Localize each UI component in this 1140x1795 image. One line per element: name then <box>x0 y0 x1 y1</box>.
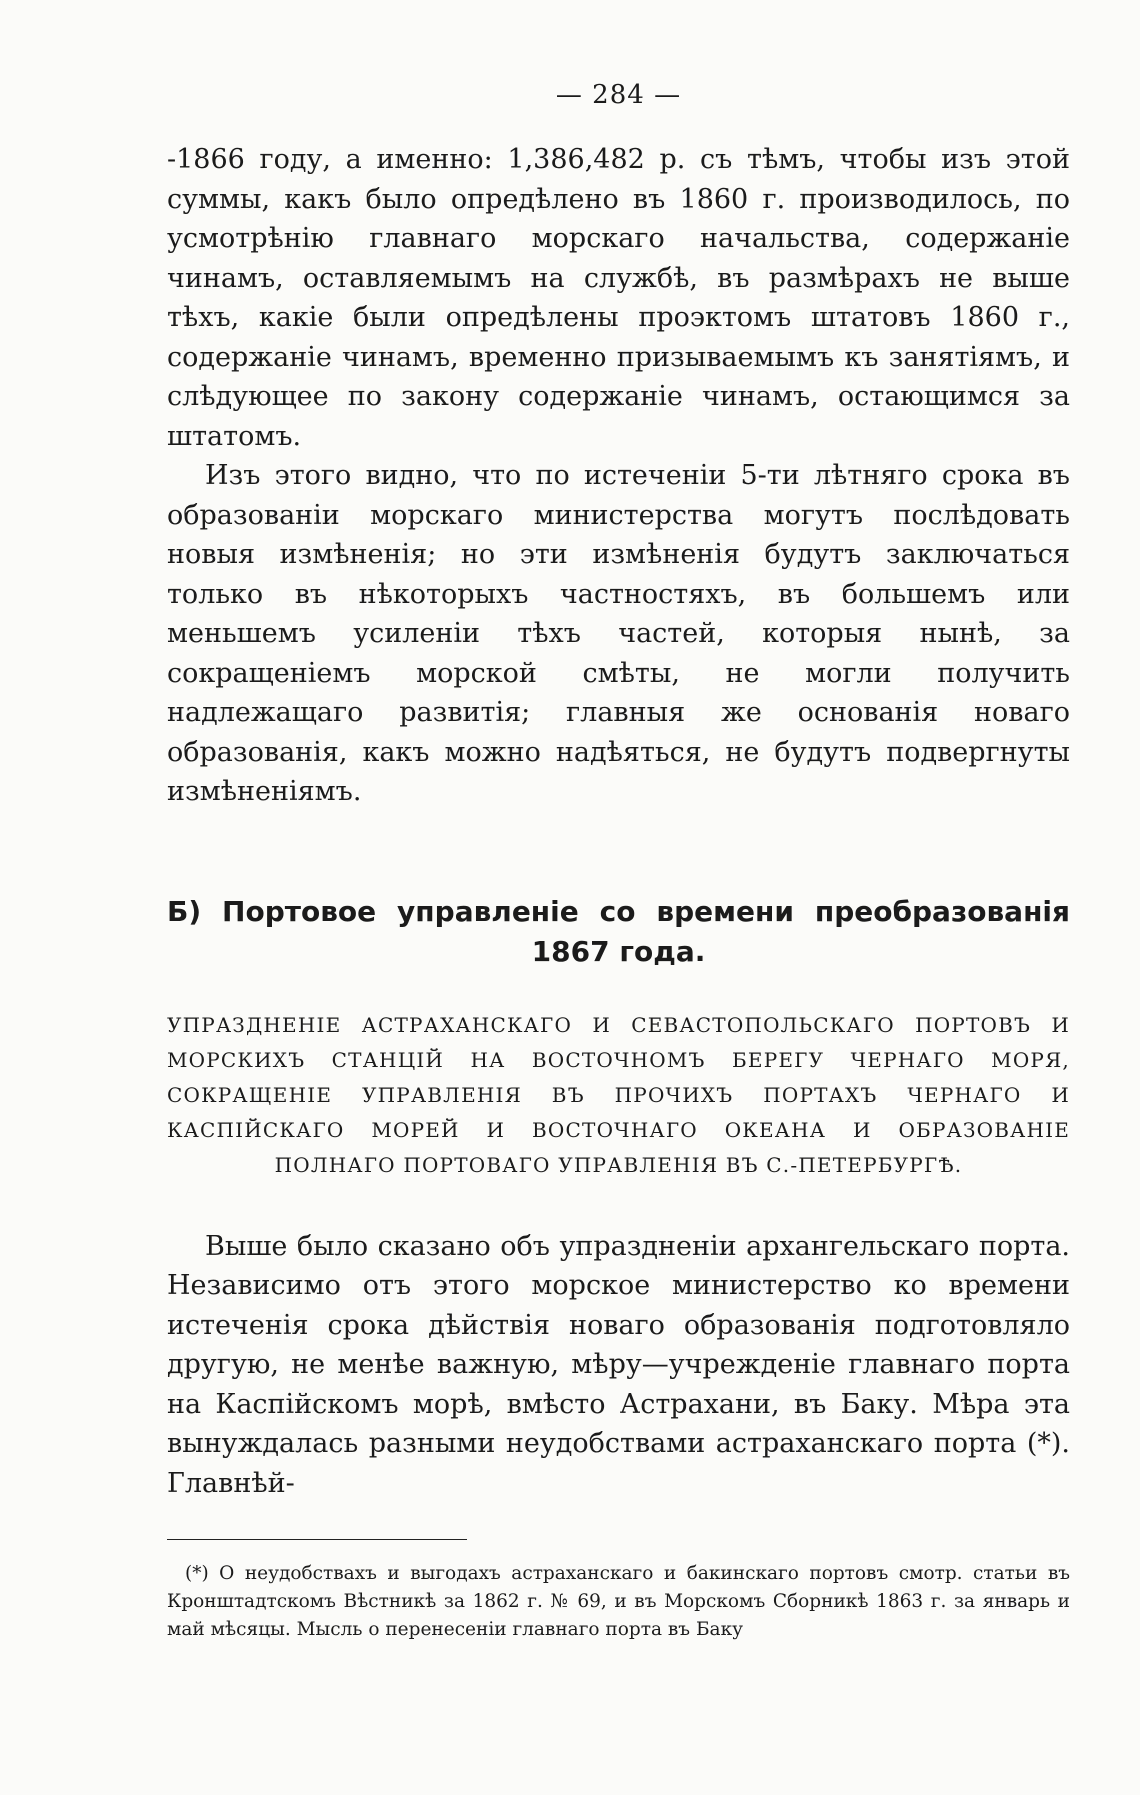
section-heading-line2: 1867 года. <box>531 934 706 968</box>
footnote-divider <box>167 1539 467 1540</box>
paragraph-continued: -1866 году, а именно: 1,386,482 р. съ тѣмъ, чтобы изъ этой суммы, какъ было опредѣлено въ 1860 г. производилось, по усмотрѣнію главнаго морскаго начальства, содержаніе чинамъ, оставляемымъ на службѣ, въ размѣрахъ не выше тѣхъ, какіе были опредѣлены проэктомъ штатовъ 1860 г., содержаніе чинамъ, временно призываемымъ къ занятіямъ, и слѣдующее по закону содержаніе чинамъ, остающимся за штатомъ. <box>167 144 1070 452</box>
section-heading-line1: Б) Портовое управленіе со времени преобразованія <box>167 894 1070 928</box>
paragraph: Изъ этого видно, что по истеченіи 5-ти лѣтняго срока въ образованіи морскаго министерства могутъ послѣдовать новыя измѣненія; но эти измѣненія будутъ заключаться только въ нѣкоторыхъ частностяхъ, въ большемъ или меньшемъ усиленіи тѣхъ частей, которыя нынѣ, за сокращеніемъ морской смѣты, не могли получить надлежащаго развитія; главныя же основанія новаго образованія, какъ можно надѣяться, не будутъ подвергнуты измѣненіямъ. <box>167 460 1070 807</box>
body-text-bottom <box>167 1227 1070 1504</box>
body-text-top <box>167 140 1070 812</box>
section-heading <box>167 892 1070 972</box>
book-page <box>167 80 1070 1644</box>
paragraph: Выше было сказано объ упраздненіи архангельскаго порта. Независимо отъ этого морское министерство ко времени истеченія срока дѣйствія новаго образованія подготовляло другую, не менѣе важную, мѣру—учрежденіе главнаго порта на Каспійскомъ морѣ, вмѣсто Астрахани, въ Баку. Мѣра эта вынуждалась разными неудобствами астраханскаго порта (*). Главнѣй- <box>167 1230 1070 1499</box>
footnote: (*) О неудобствахъ и выгодахъ астраханскаго и бакинскаго портовъ смотр. статьи въ Кронштадтскомъ Вѣстникѣ за 1862 г. № 69, и въ Морскомъ Сборникѣ 1863 г. за январь и май мѣсяцы. Мысль о перенесеніи главнаго порта въ Баку <box>167 1563 1070 1640</box>
section-summary: УПРАЗДНЕНІЕ АСТРАХАНСКАГО И СЕВАСТОПОЛЬСКАГО ПОРТОВЪ И МОРСКИХЪ СТАНЦІЙ НА ВОСТОЧНОМЪ БЕРЕГУ ЧЕРНАГО МОРЯ, СОКРАЩЕНІЕ УПРАВЛЕНІЯ ВЪ ПРОЧИХЪ ПОРТАХЪ ЧЕРНАГО И КАСПІЙСКАГО МОРЕЙ И ВОСТОЧНАГО ОКЕАНА И ОБРАЗОВАНІЕ ПОЛНАГО ПОРТОВАГО УПРАВЛЕНІЯ ВЪ С.-ПЕТЕРБУРГѢ. <box>167 1012 1070 1177</box>
page-number: — 284 — <box>555 80 682 110</box>
